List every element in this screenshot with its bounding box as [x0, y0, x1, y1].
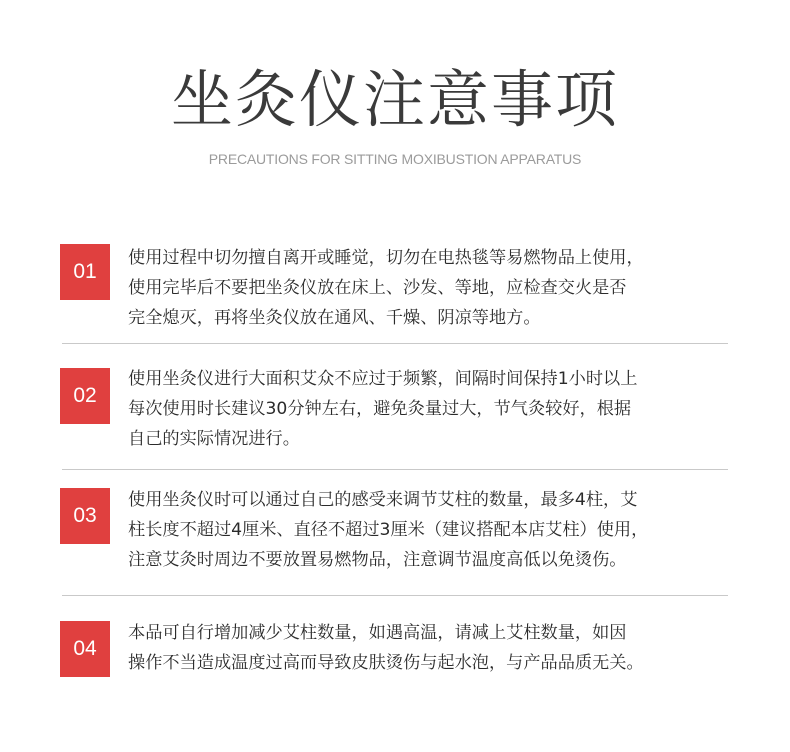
page-subtitle: PRECAUTIONS FOR SITTING MOXIBUSTION APPARATUS	[208, 151, 582, 167]
precaution-text	[128, 364, 734, 454]
text-line: 完全熄灭，再将坐灸仪放在通风、千燥、阴凉等地方。	[128, 308, 541, 328]
text-line: 每次使用时长建议30分钟左右，避免灸量过大，节气灸较好，根据	[128, 399, 632, 419]
divider	[62, 469, 728, 470]
precaution-text	[128, 618, 734, 678]
text-line: 使用坐灸仪时可以通过自己的感受来调节艾柱的数量，最多4柱，艾	[128, 490, 638, 510]
number-badge: 02	[60, 368, 110, 424]
number-badge: 01	[60, 244, 110, 300]
number-badge: 04	[60, 621, 110, 677]
text-line: 本品可自行增加减少艾柱数量，如遇高温，请减上艾柱数量，如因	[128, 623, 627, 643]
text-line: 使用完毕后不要把坐灸仪放在床上、沙发、等地，应检查交火是否	[128, 278, 627, 298]
divider	[62, 595, 728, 596]
text-line: 自己的实际情况进行。	[128, 429, 300, 449]
text-line: 注意艾灸时周边不要放置易燃物品，注意调节温度高低以免烫伤。	[128, 550, 627, 570]
text-line: 操作不当造成温度过高而导致皮肤烫伤与起水泡，与产品品质无关。	[128, 653, 644, 673]
number-badge: 03	[60, 488, 110, 544]
precaution-text	[128, 485, 734, 575]
page-title: 坐灸仪注意事项	[170, 63, 619, 136]
text-line: 使用过程中切勿擅自离开或睡觉，切勿在电热毯等易燃物品上使用，	[128, 248, 644, 268]
text-line: 柱长度不超过4厘米、直径不超过3厘米（建议搭配本店艾柱）使用，	[128, 520, 649, 540]
text-line: 使用坐灸仪进行大面积艾众不应过于频繁，间隔时间保持1小时以上	[128, 369, 638, 389]
divider	[62, 343, 728, 344]
precaution-text	[128, 243, 734, 333]
